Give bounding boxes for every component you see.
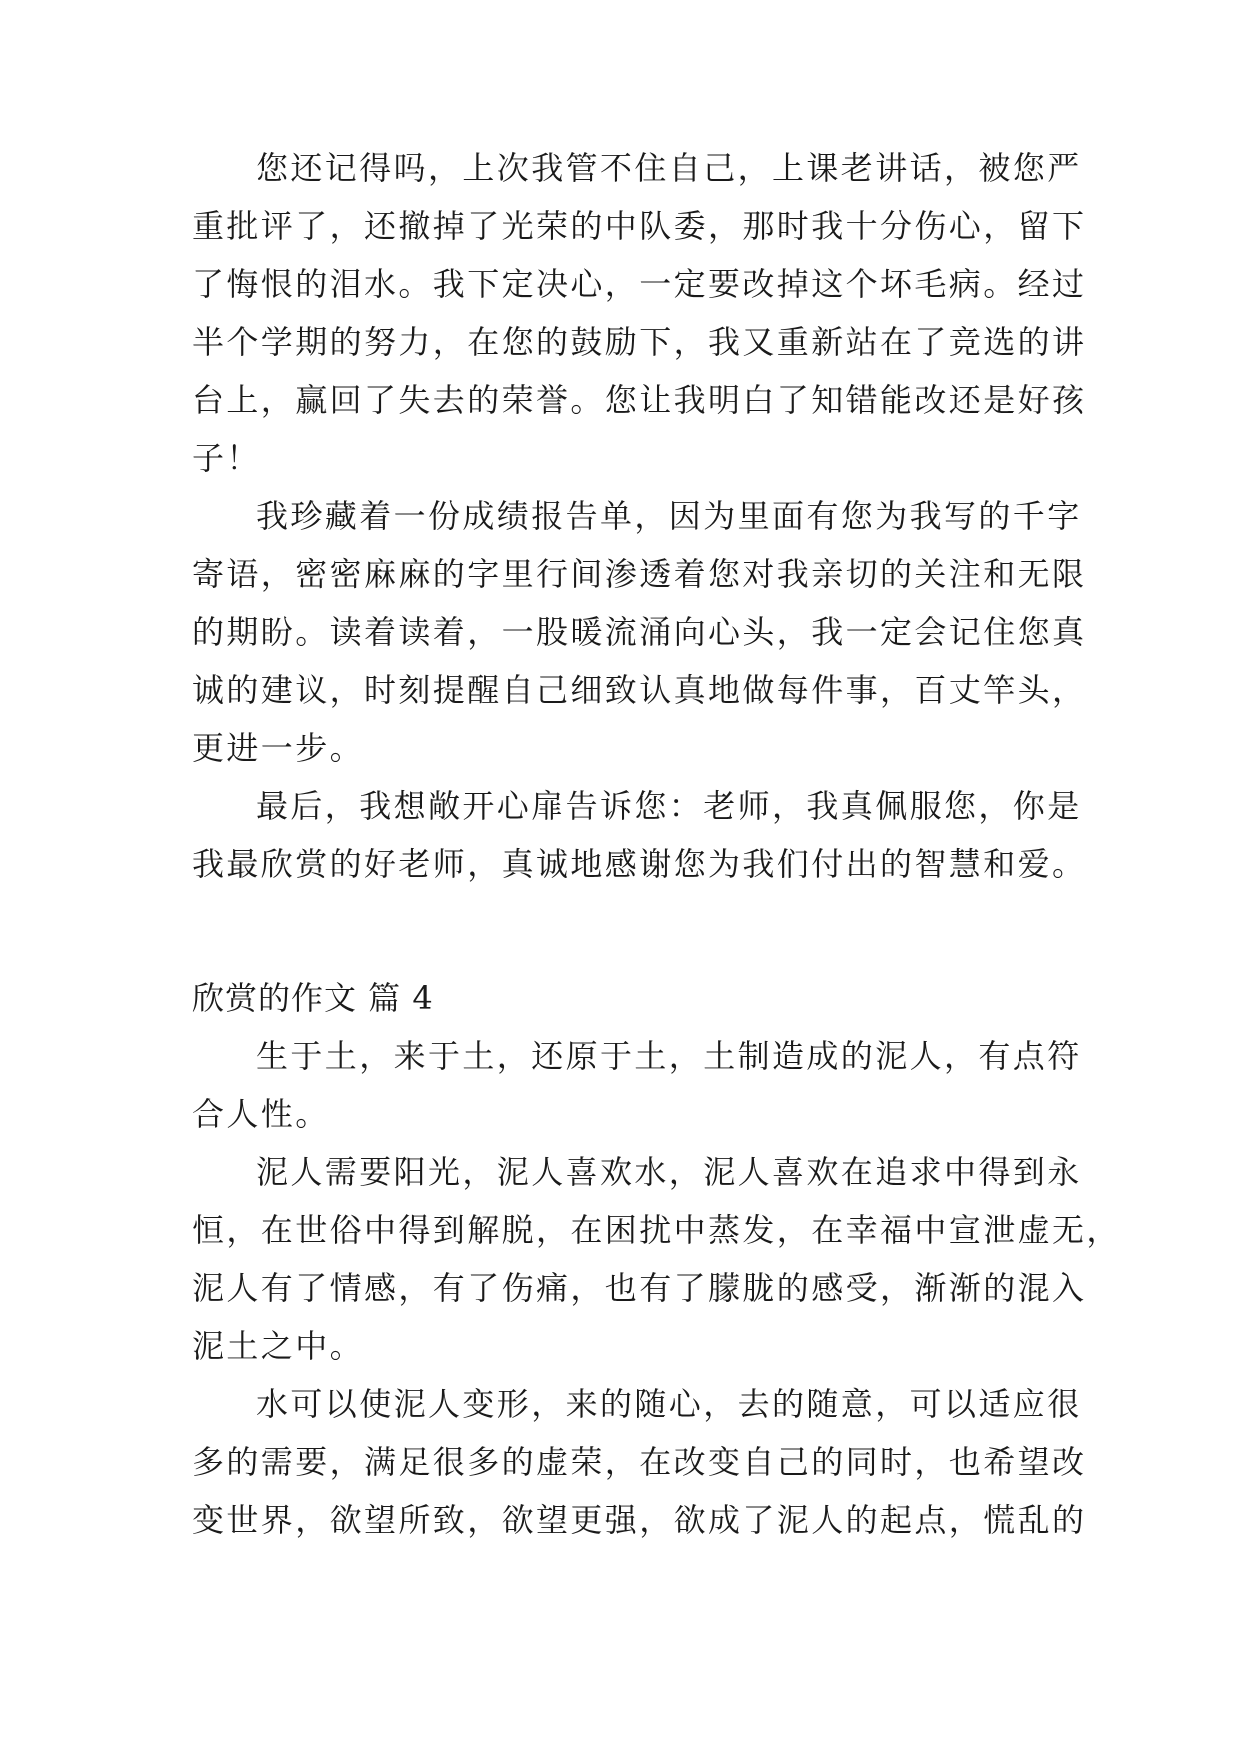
- paragraph-7-line-3: 变世界，欲望所致，欲望更强，欲成了泥人的起点，慌乱的: [192, 1501, 1087, 1539]
- paragraph-2-line-3: 的期盼。读着读着，一股暖流涌向心头，我一定会记住您真: [192, 613, 1087, 651]
- paragraph-3-line-1: 最后，我想敞开心扉告诉您：老师，我真佩服您，你是: [256, 787, 1082, 825]
- paragraph-1-line-4: 半个学期的努力，在您的鼓励下，我又重新站在了竞选的讲: [192, 323, 1087, 361]
- paragraph-6-line-4: 泥土之中。: [192, 1327, 365, 1365]
- paragraph-6-line-1: 泥人需要阳光，泥人喜欢水，泥人喜欢在追求中得到永: [256, 1153, 1082, 1191]
- paragraph-6-line-3: 泥人有了情感，有了伤痛，也有了朦胧的感受，渐渐的混入: [192, 1269, 1087, 1307]
- paragraph-7-line-1: 水可以使泥人变形，来的随心，去的随意，可以适应很: [256, 1385, 1082, 1423]
- paragraph-1-line-2: 重批评了，还撤掉了光荣的中队委，那时我十分伤心，留下: [192, 207, 1087, 245]
- paragraph-2-line-2: 寄语，密密麻麻的字里行间渗透着您对我亲切的关注和无限: [192, 555, 1087, 593]
- paragraph-1-line-3: 了悔恨的泪水。我下定决心，一定要改掉这个坏毛病。经过: [192, 265, 1087, 303]
- paragraph-3-line-2: 我最欣赏的好老师，真诚地感谢您为我们付出的智慧和爱。: [192, 845, 1087, 883]
- section-heading: 欣赏的作文 篇 4: [192, 979, 434, 1017]
- paragraph-1-line-6: 子！: [192, 439, 261, 477]
- paragraph-2-line-5: 更进一步。: [192, 729, 365, 767]
- paragraph-1-line-5: 台上，赢回了失去的荣誉。您让我明白了知错能改还是好孩: [192, 381, 1087, 419]
- paragraph-1-line-1: 您还记得吗，上次我管不住自己，上课老讲话，被您严: [256, 149, 1082, 187]
- paragraph-2-line-4: 诚的建议，时刻提醒自己细致认真地做每件事，百丈竿头，: [192, 671, 1087, 709]
- paragraph-7-line-2: 多的需要，满足很多的虚荣，在改变自己的同时，也希望改: [192, 1443, 1087, 1481]
- paragraph-5-line-2: 合人性。: [192, 1095, 330, 1133]
- paragraph-5-line-1: 生于土，来于土，还原于土，土制造成的泥人，有点符: [256, 1037, 1082, 1075]
- paragraph-6-line-2: 恒，在世俗中得到解脱，在困扰中蒸发，在幸福中宣泄虚无，: [192, 1211, 1121, 1249]
- paragraph-2-line-1: 我珍藏着一份成绩报告单，因为里面有您为我写的千字: [256, 497, 1082, 535]
